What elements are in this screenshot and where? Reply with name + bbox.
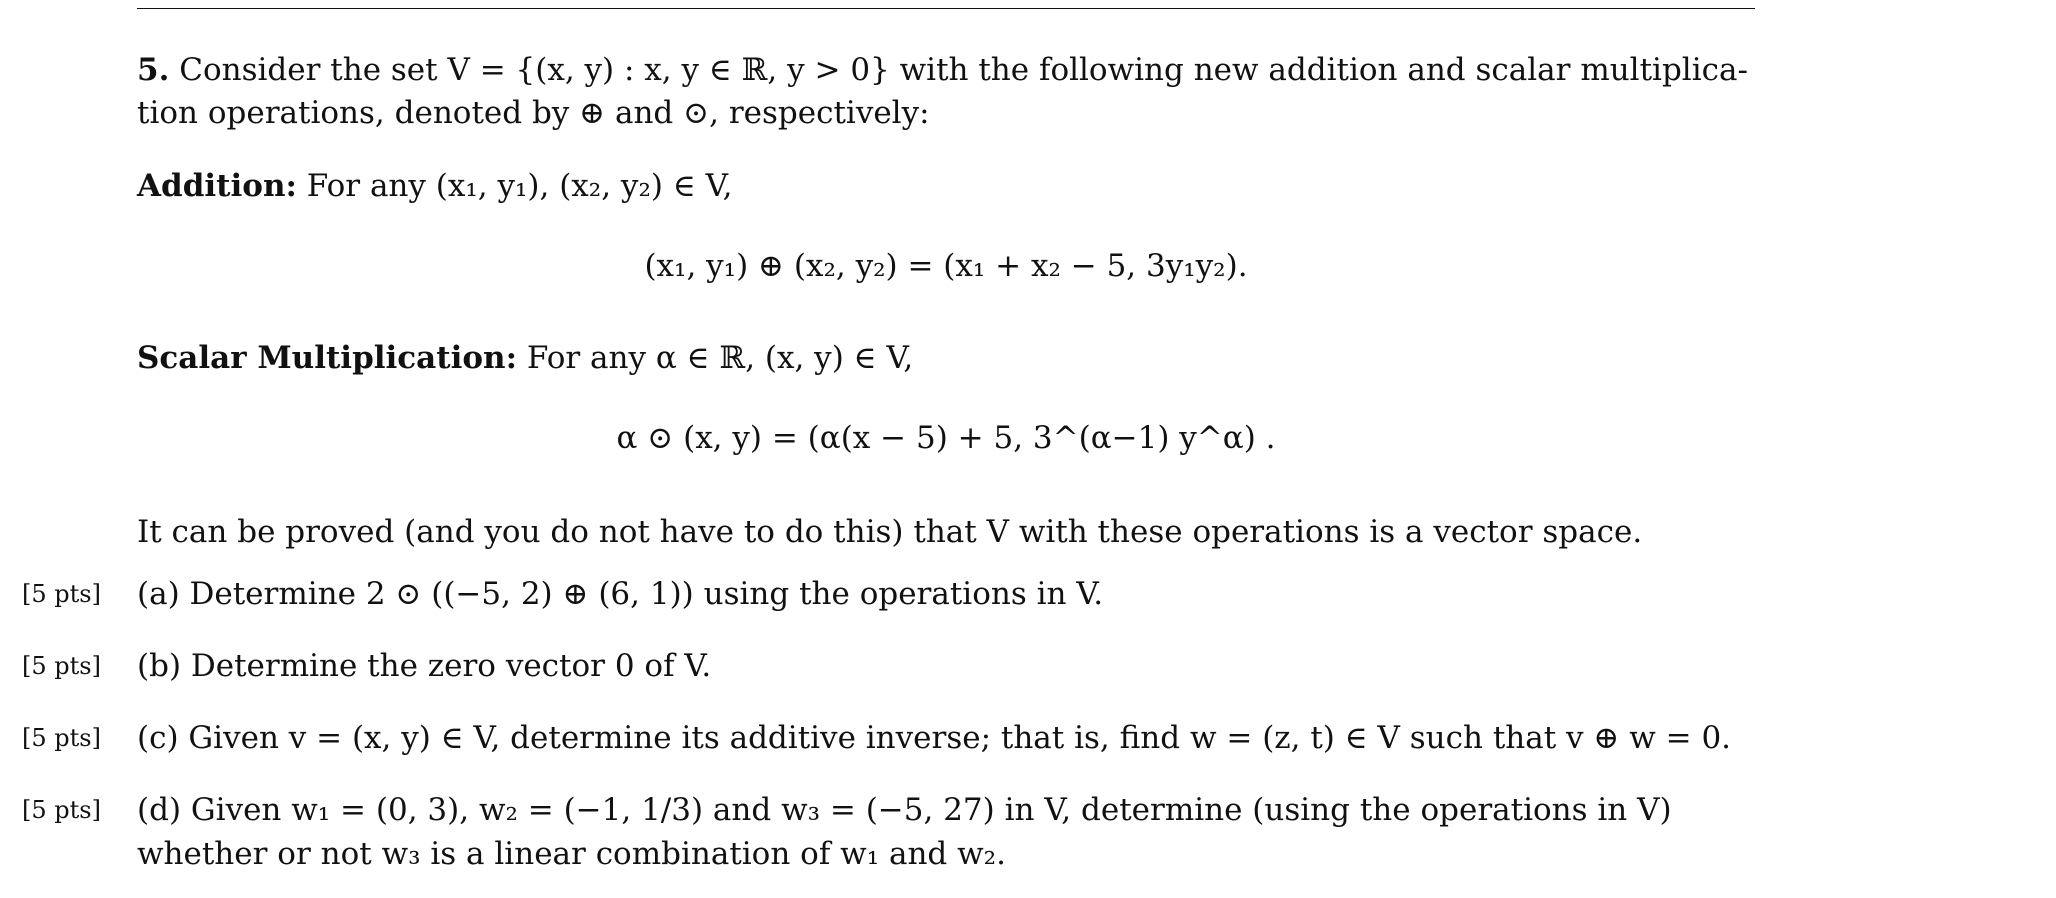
intro-line-2: tion operations, denoted by ⊕ and ⊙, respectively: — [137, 95, 930, 131]
addition-formula: (x₁, y₁) ⊕ (x₂, y₂) = (x₁ + x₂ − 5, 3y₁y₂). — [644, 248, 1248, 284]
points-c: [5 pts] — [22, 724, 101, 752]
statement-line: It can be proved (and you do not have to do this) that V with these operations is a vector space. — [137, 514, 1643, 550]
addition-text: For any (x₁, y₁), (x₂, y₂) ∈ V, — [306, 168, 733, 204]
scalar-heading: Scalar Multiplication: — [137, 340, 518, 376]
scalar-line — [137, 338, 913, 378]
intro-text-1: Consider the set V = {(x, y) : x, y ∈ ℝ, y > 0} with the following new addition and scalar multiplica- — [179, 52, 1748, 88]
part-c: (c) Given v = (x, y) ∈ V, determine its additive inverse; that is, find w = (z, t) ∈ V such that v ⊕ w = 0. — [137, 720, 1732, 756]
problem-number: 5. — [137, 52, 170, 88]
points-d: [5 pts] — [22, 796, 101, 824]
part-d-line-2: whether or not w₃ is a linear combination of w₁ and w₂. — [137, 836, 1006, 872]
part-a: (a) Determine 2 ⊙ ((−5, 2) ⊕ (6, 1)) using the operations in V. — [137, 576, 1104, 612]
addition-line — [137, 166, 732, 206]
part-b: (b) Determine the zero vector 0 of V. — [137, 648, 712, 684]
points-a: [5 pts] — [22, 580, 101, 608]
part-d-line-1: (d) Given w₁ = (0, 3), w₂ = (−1, 1/3) and w₃ = (−5, 27) in V, determine (using the operations in V) — [137, 792, 1672, 828]
addition-heading: Addition: — [137, 168, 297, 204]
points-b: [5 pts] — [22, 652, 101, 680]
scalar-text: For any α ∈ ℝ, (x, y) ∈ V, — [526, 340, 914, 376]
top-rule — [137, 8, 1755, 9]
intro-line-1 — [137, 50, 1748, 90]
scalar-formula: α ⊙ (x, y) = (α(x − 5) + 5, 3^(α−1) y^α) . — [616, 420, 1276, 456]
